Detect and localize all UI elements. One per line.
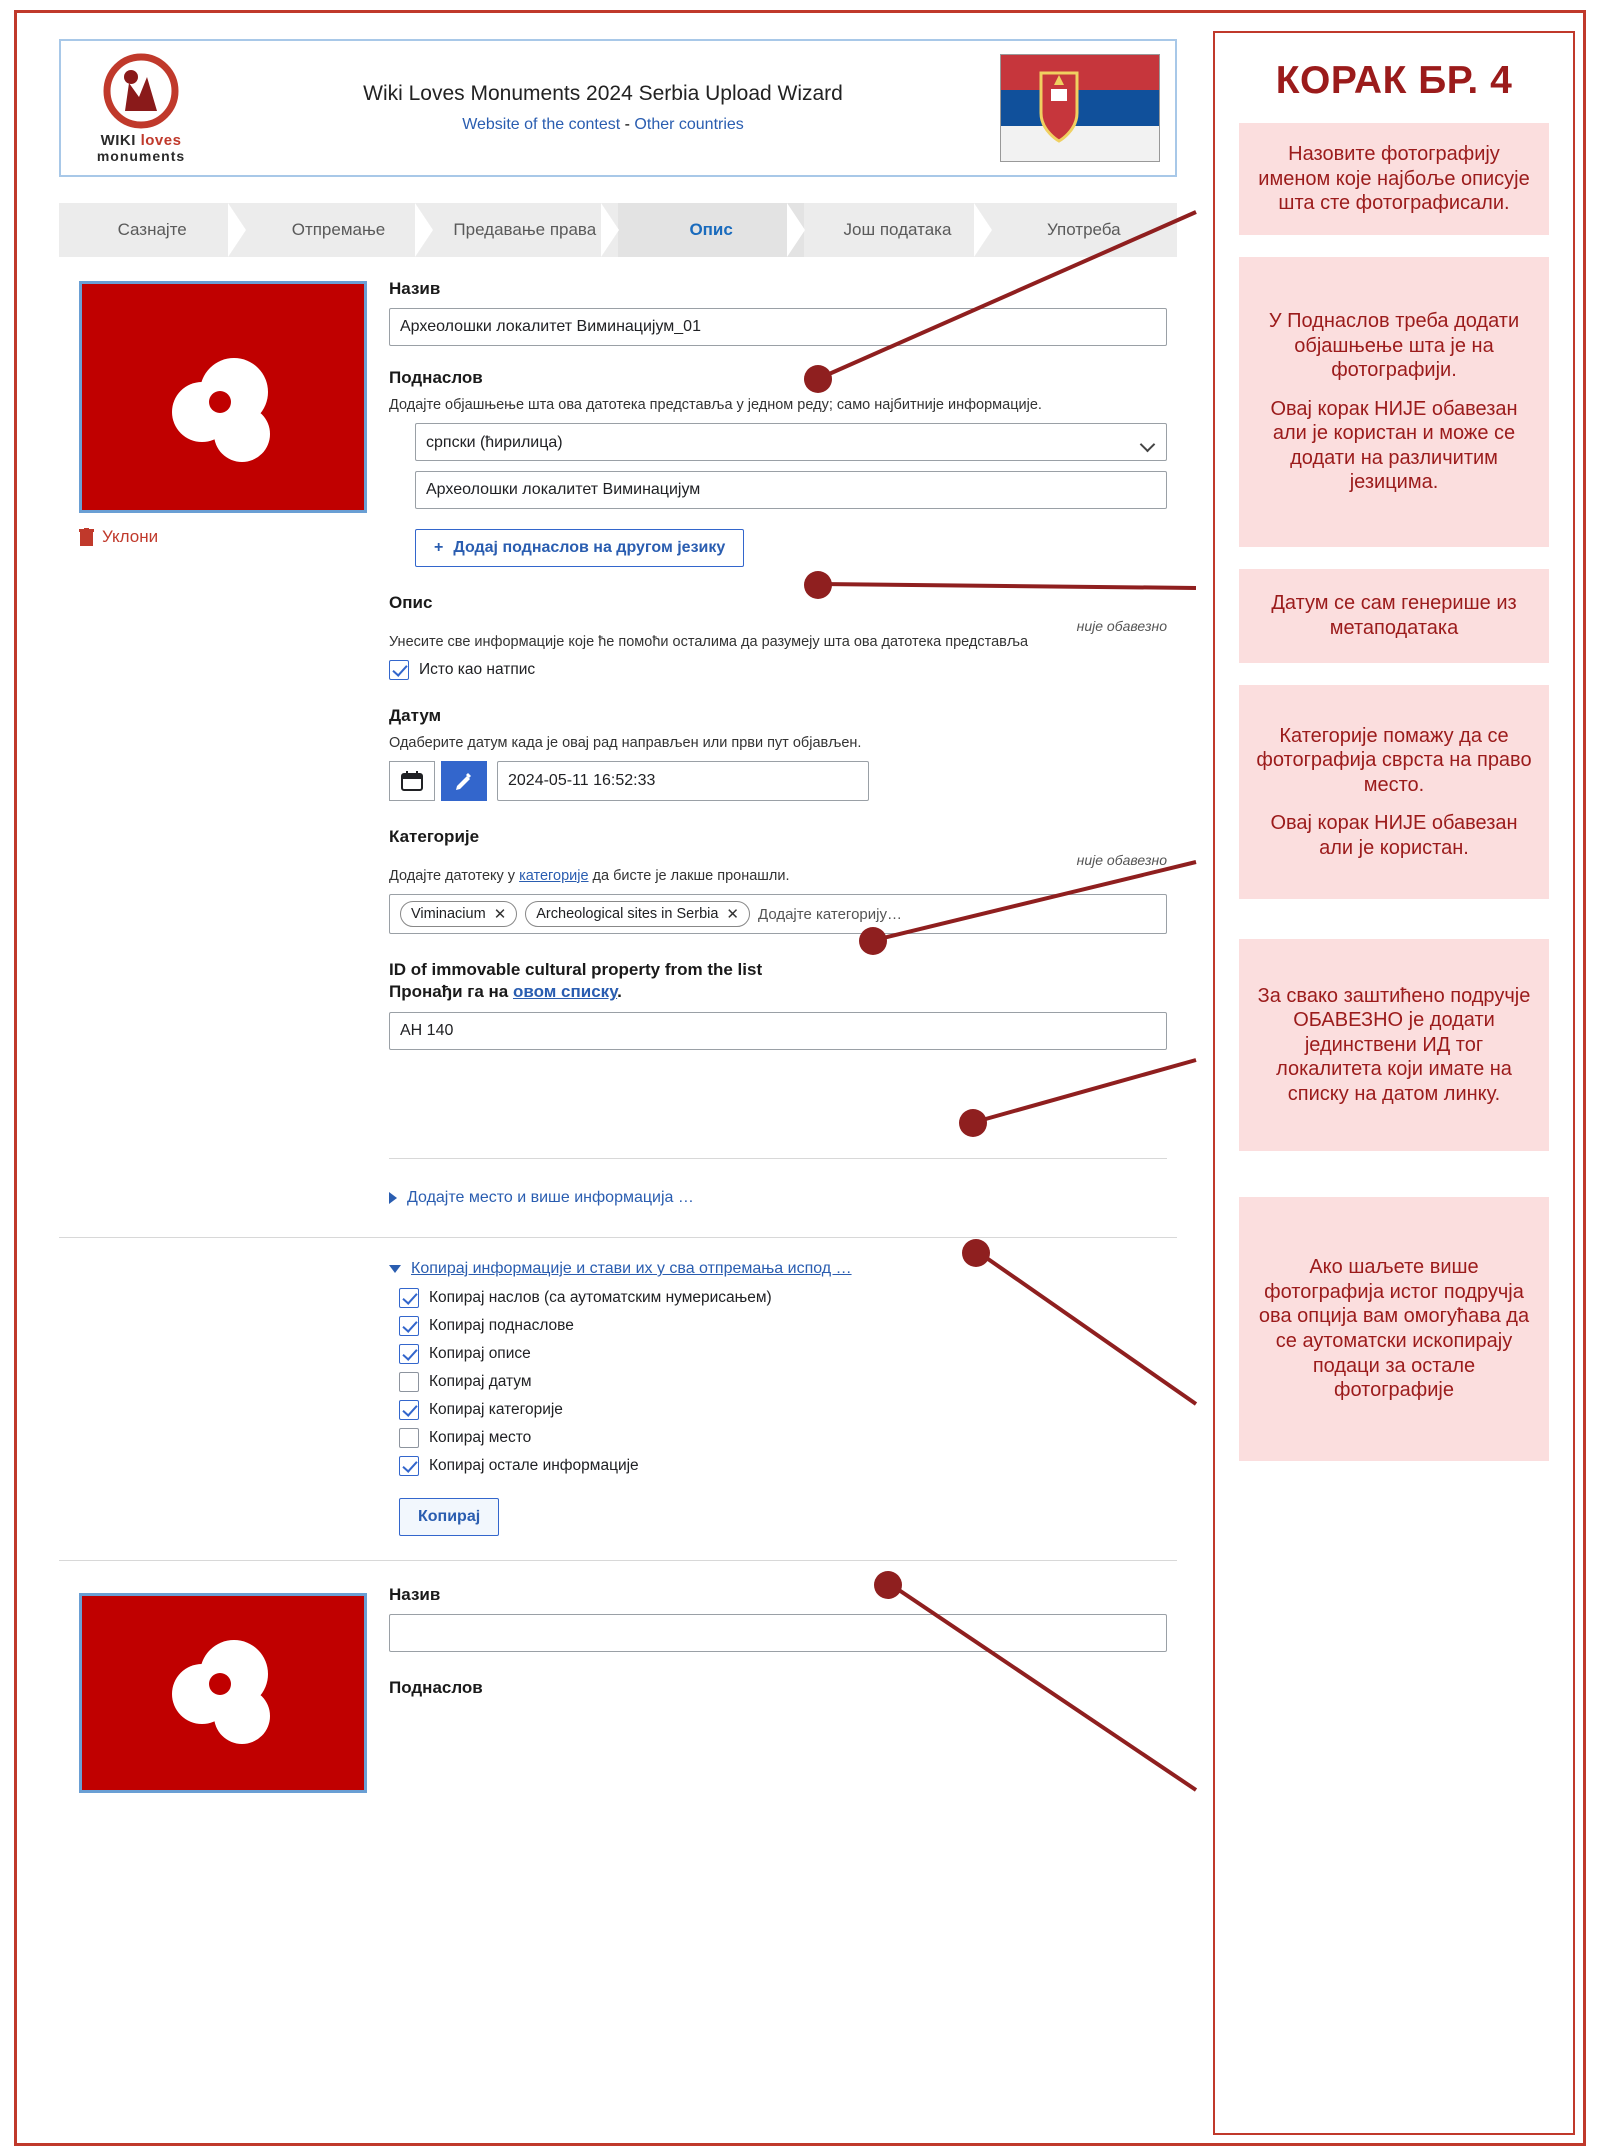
step-upotreba[interactable] (991, 203, 1177, 257)
monument-id-label: ID of immovable cultural property from the list (389, 960, 763, 979)
category-tag[interactable] (525, 901, 750, 927)
other-countries-link[interactable]: Other countries (634, 116, 744, 133)
same-as-caption-label: Исто као натпис (419, 661, 536, 678)
copy-title-checkbox[interactable] (399, 1288, 419, 1308)
copy-option-row[interactable] (399, 1372, 1177, 1392)
edit-date-button[interactable] (441, 761, 487, 801)
date-hint: Одаберите датум када је овај рад направљен или први пут објављен. (389, 735, 862, 751)
step-label: Употреба (1046, 220, 1121, 239)
category-tag-label: Archeological sites in Serbia (536, 906, 719, 922)
categories-hint-after: да бисте је лакше пронашли. (588, 868, 790, 884)
logo-word-wiki: WIKI (100, 132, 136, 150)
category-placeholder[interactable]: Додајте категорију… (758, 905, 902, 923)
note-text: Овај корак НИЈЕ обавезан али је користан. (1270, 812, 1518, 859)
step-otpremanje[interactable] (245, 203, 431, 257)
step-predavanje-prava[interactable] (432, 203, 618, 257)
flag-cell (985, 41, 1175, 175)
logo-word-loves: loves (140, 132, 182, 150)
copy-button[interactable]: Копирај (399, 1498, 499, 1536)
remove-category-icon[interactable]: ✕ (493, 906, 507, 923)
annotations-panel (1213, 31, 1575, 2135)
caption-input[interactable] (415, 471, 1167, 509)
step-label: Опис (689, 220, 733, 239)
chevron-down-icon (389, 1265, 401, 1273)
upload-thumbnail[interactable] (79, 281, 367, 513)
step-label: Још података (843, 220, 952, 239)
second-thumbnail-column (79, 1593, 369, 1793)
monument-id-input[interactable] (389, 1012, 1167, 1050)
step-label: Предавање права (453, 220, 597, 239)
copy-option-row[interactable] (399, 1316, 1177, 1336)
note-text: Категорије помажу да се фотографија сврста на право место. (1256, 724, 1532, 796)
more-info-disclosure[interactable] (389, 1189, 1167, 1207)
copy-date-checkbox[interactable] (399, 1372, 419, 1392)
categories-optional-note: није обавезно (1076, 852, 1167, 868)
note-title (1239, 123, 1549, 235)
copy-option-row[interactable] (399, 1400, 1177, 1420)
description-form (39, 279, 1197, 1207)
categories-help-link[interactable]: категорије (519, 868, 589, 884)
caption-language-select[interactable] (415, 423, 1167, 461)
description-optional-note: није обавезно (1076, 618, 1167, 634)
remove-category-icon[interactable]: ✕ (726, 906, 739, 923)
copy-option-label: Копирај наслов (са аутоматским нумерисањем) (429, 1289, 772, 1306)
section-divider (389, 1158, 1167, 1159)
copy-captions-checkbox[interactable] (399, 1316, 419, 1336)
annotations-title: КОРАК БР. 4 (1275, 59, 1513, 102)
copy-option-label: Копирај поднаслове (429, 1317, 574, 1334)
wlm-logo-text (97, 133, 185, 165)
step-saznajte[interactable] (59, 203, 245, 257)
note-date (1239, 569, 1549, 663)
second-title-input[interactable] (389, 1614, 1167, 1652)
same-as-caption-checkbox-row[interactable] (389, 660, 1167, 680)
monument-id-sub-after: . (617, 982, 622, 1001)
logo-word-monuments: monuments (96, 148, 186, 164)
note-text: Ако шаљете више фотографија истог подручја ова опција вам омогућава да се аутоматски ископирају подаци за остале фотографије (1258, 1256, 1530, 1402)
caption-hint: Додајте објашњење шта ова датотека представља у једном реду; само најбитније информације. (389, 397, 1042, 413)
note-copy (1239, 1197, 1549, 1461)
caption-label: Поднаслов (389, 368, 483, 387)
step-label: Сазнајте (117, 220, 187, 239)
note-text: Овај корак НИЈЕ обавезан али је користан и може се додати на различитим језицима. (1270, 397, 1518, 494)
copy-option-row[interactable] (399, 1344, 1177, 1364)
copy-option-label: Копирај категорије (429, 1401, 563, 1418)
second-upload-divider (59, 1560, 1177, 1561)
link-separator: - (620, 116, 635, 133)
date-input[interactable] (497, 761, 869, 801)
more-info-label: Додајте место и више информација … (407, 1189, 694, 1206)
monument-id-sublabel (389, 982, 1167, 1002)
step-label: Отпремање (291, 220, 386, 239)
add-caption-language-button[interactable] (415, 529, 744, 567)
add-caption-label: Додај поднаслов на другом језику (453, 539, 726, 556)
description-label: Опис (389, 593, 433, 612)
note-caption (1239, 257, 1549, 547)
copy-descriptions-checkbox[interactable] (399, 1344, 419, 1364)
note-categories (1239, 685, 1549, 899)
copy-categories-checkbox[interactable] (399, 1400, 419, 1420)
note-text: Назовите фотографију именом које најбоље описује шта сте фотографисали. (1258, 143, 1530, 215)
calendar-icon (401, 771, 423, 791)
categories-hint-before: Додајте датотеку у (389, 868, 520, 884)
remove-upload-button[interactable] (79, 527, 369, 547)
categories-hint (389, 868, 1167, 884)
category-tag-label: Viminacium (411, 906, 486, 922)
second-upload-thumbnail[interactable] (79, 1593, 367, 1793)
wizard-header (59, 39, 1177, 177)
pencil-icon (454, 771, 474, 791)
upload-wizard-pane (39, 31, 1197, 2135)
thumbnail-column (79, 281, 369, 547)
chevron-right-icon (389, 1192, 397, 1204)
page-title: Wiki Loves Monuments 2024 Serbia Upload Wizard (363, 82, 843, 105)
plus-icon: + (434, 539, 444, 556)
second-upload-block (39, 1585, 1197, 1698)
contest-website-link[interactable]: Website of the contest (462, 116, 621, 133)
note-text: За свако заштићено подручје ОБАВЕЗНО је додати јединствени ИД тог локалитета који имате на списку на датом линку. (1257, 984, 1531, 1105)
copy-option-row[interactable] (399, 1428, 1177, 1448)
description-hint: Унесите све информације које ће помоћи осталима да разумеју шта ова датотека представља (389, 634, 1029, 650)
note-monument-id (1239, 939, 1549, 1151)
copy-option-label: Копирај датум (429, 1373, 532, 1390)
trash-icon (79, 528, 94, 547)
copy-option-row[interactable] (399, 1456, 1177, 1476)
wiki-loves-monuments-icon (95, 53, 187, 133)
monument-id-sub-before: Пронађи га на (389, 982, 513, 1001)
copy-option-label: Копирај место (429, 1429, 532, 1446)
copy-section (39, 1260, 1197, 1536)
fields-column (389, 279, 1177, 1207)
date-row (389, 761, 1167, 801)
copy-other-info-checkbox[interactable] (399, 1456, 419, 1476)
wizard-steps (59, 203, 1177, 257)
remove-label: Уклони (102, 527, 159, 546)
copy-disclosure-label: Копирај информације и стави их у сва отпремања испод … (411, 1260, 852, 1277)
calendar-button[interactable] (389, 761, 435, 801)
monument-list-link[interactable]: овом списку (512, 982, 618, 1001)
step-jos-podataka[interactable] (804, 203, 990, 257)
note-text: Датум се сам генерише из метаподатака (1271, 592, 1517, 639)
categories-label: Категорије (389, 827, 480, 846)
header-center (221, 41, 985, 175)
copy-location-checkbox[interactable] (399, 1428, 419, 1448)
step-opis[interactable] (618, 203, 804, 257)
second-fields-column (389, 1585, 1177, 1698)
second-title-label: Назив (389, 1585, 441, 1604)
page-frame (14, 10, 1586, 2146)
serbia-flag-icon (1000, 54, 1160, 162)
header-links (462, 116, 744, 134)
copy-option-label: Копирај описе (429, 1345, 531, 1362)
copy-disclosure[interactable] (389, 1260, 1177, 1278)
wlm-logo-cell (61, 41, 221, 175)
copy-option-label: Копирај остале информације (429, 1457, 639, 1474)
category-tag[interactable] (400, 901, 517, 927)
second-caption-label: Поднаслов (389, 1678, 483, 1697)
title-input[interactable] (389, 308, 1167, 346)
caption-language-select-wrap (415, 423, 1167, 461)
same-as-caption-checkbox[interactable] (389, 660, 409, 680)
copy-option-row[interactable] (399, 1288, 1177, 1308)
categories-input-box[interactable] (389, 894, 1167, 934)
title-label: Назив (389, 279, 441, 298)
date-label: Датум (389, 706, 442, 725)
copy-options-list (399, 1288, 1177, 1536)
note-text: У Поднаслов треба додати објашњење шта је на фотографији. (1268, 309, 1520, 382)
copy-section-divider (59, 1237, 1177, 1238)
